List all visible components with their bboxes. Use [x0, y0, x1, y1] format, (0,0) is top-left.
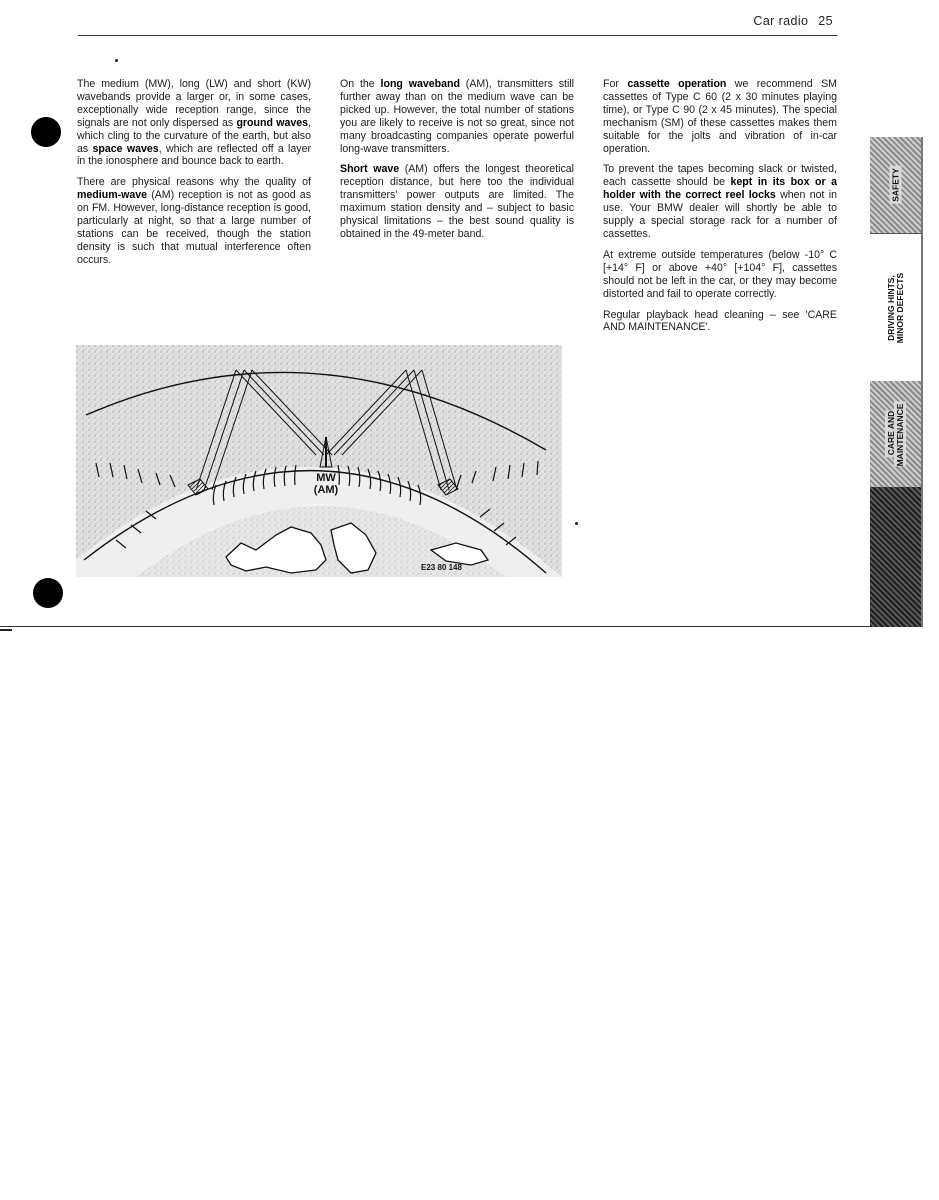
text-run: Regular playback head cleaning – see 'CARE AND MAINTENANCE'.: [603, 308, 837, 334]
punch-hole-bottom: [33, 578, 63, 608]
page-bottom-mark: [0, 629, 12, 631]
figure-code: E23 80 148: [421, 563, 462, 572]
bold-term: long waveband: [380, 78, 460, 90]
tab-label: MINOR DEFECTS: [894, 272, 905, 344]
tab-label: MAINTENANCE: [894, 403, 905, 467]
bold-term: kept in its box or a holder with the correct reel locks: [603, 176, 837, 202]
text-run: we recommend SM cassettes of Type C 60 (2 x 30 minutes playing time), or Type C 90 (2 x 45 minutes). The special mechanism (SM) of these cassettes makes them suitable for the jolts and vibration of in-car operation.: [603, 78, 837, 155]
tab-label: CARE AND: [885, 410, 896, 456]
text-run: At extreme outside temperatures (below -10° C [+14° F] or above +40° [+104° F], cassettes should not be left in the car, or they may become distorted and fail to operate correctly.: [603, 248, 837, 300]
running-header: [753, 14, 833, 28]
text-column-2: [340, 78, 574, 249]
bold-term: ground waves: [236, 116, 309, 129]
text-column-3: [603, 78, 837, 342]
section-title: Car radio: [753, 14, 809, 28]
paragraph: [340, 163, 574, 240]
bold-term: medium-wave: [77, 189, 148, 202]
punch-hole-top: [31, 117, 61, 147]
text-run: (AM) offers the longest theoretical reception distance, but here too the individual transmitters' power outputs are limited. The maximum station density and – subject to basic physical limitations – the best sound quality is obtained in the 49-meter band.: [340, 163, 574, 240]
bold-term: space waves: [92, 142, 159, 155]
text-run: , which are reflected off a layer in the ionosphere and bounce back to earth.: [77, 142, 311, 168]
paragraph: [77, 78, 311, 168]
tab-driving-hints[interactable]: [870, 233, 923, 383]
text-run: (AM) reception is not as good as on FM. However, long-distance reception is good, particularly at night, so that a large number of stations can be received, though the station density is such that mutual interference often occurs.: [77, 189, 311, 266]
text-run: when not in use. Your BMW dealer will shortly be able to supply a special storage rack for a number of cassettes.: [603, 189, 837, 240]
text-run: For: [603, 78, 628, 90]
tab-care-maintenance[interactable]: [870, 381, 923, 487]
tab-safety[interactable]: [870, 137, 923, 233]
mw-label: MW: [316, 472, 336, 484]
paragraph: [603, 163, 837, 240]
paragraph: [603, 249, 837, 301]
section-tab-strip: [870, 137, 921, 627]
header-rule: [78, 35, 837, 36]
text-run: The medium (MW), long (LW) and short (KW) wavebands provide a larger or, in some cases, exceptionally wide reception range, since the signals are not only dispersed as: [77, 78, 311, 129]
paragraph: [340, 78, 574, 155]
paragraph: [603, 309, 837, 335]
page-bottom-rule: [0, 626, 870, 627]
text-run: There are physical reasons why the quality of: [77, 176, 311, 189]
am-label: (AM): [313, 484, 339, 496]
tab-next-section[interactable]: [870, 487, 923, 627]
bold-term: Short wave: [340, 163, 400, 176]
text-run: To prevent the tapes becoming slack or twisted, each cassette should be: [603, 163, 837, 189]
paragraph: [603, 78, 837, 155]
speck: [115, 59, 118, 62]
paragraph: [77, 176, 311, 266]
text-run: On the: [340, 78, 381, 90]
tab-label: DRIVING HINTS,: [885, 275, 896, 341]
speck: [575, 522, 578, 525]
bold-term: cassette operation: [627, 78, 727, 90]
text-run: (AM), transmitters still further away than on the medium wave can be picked up. However, the total number of stations you are likely to receive is not so great, since not many broadcasting companies operate powerful long-wave transmitters.: [340, 78, 575, 155]
radio-wave-illustration: [76, 345, 562, 577]
text-run: , which cling to the curvature of the earth, but also as: [77, 116, 312, 155]
tab-label: SAFETY: [890, 168, 900, 202]
text-column-1: [77, 78, 311, 275]
page-number: 25: [818, 14, 833, 28]
